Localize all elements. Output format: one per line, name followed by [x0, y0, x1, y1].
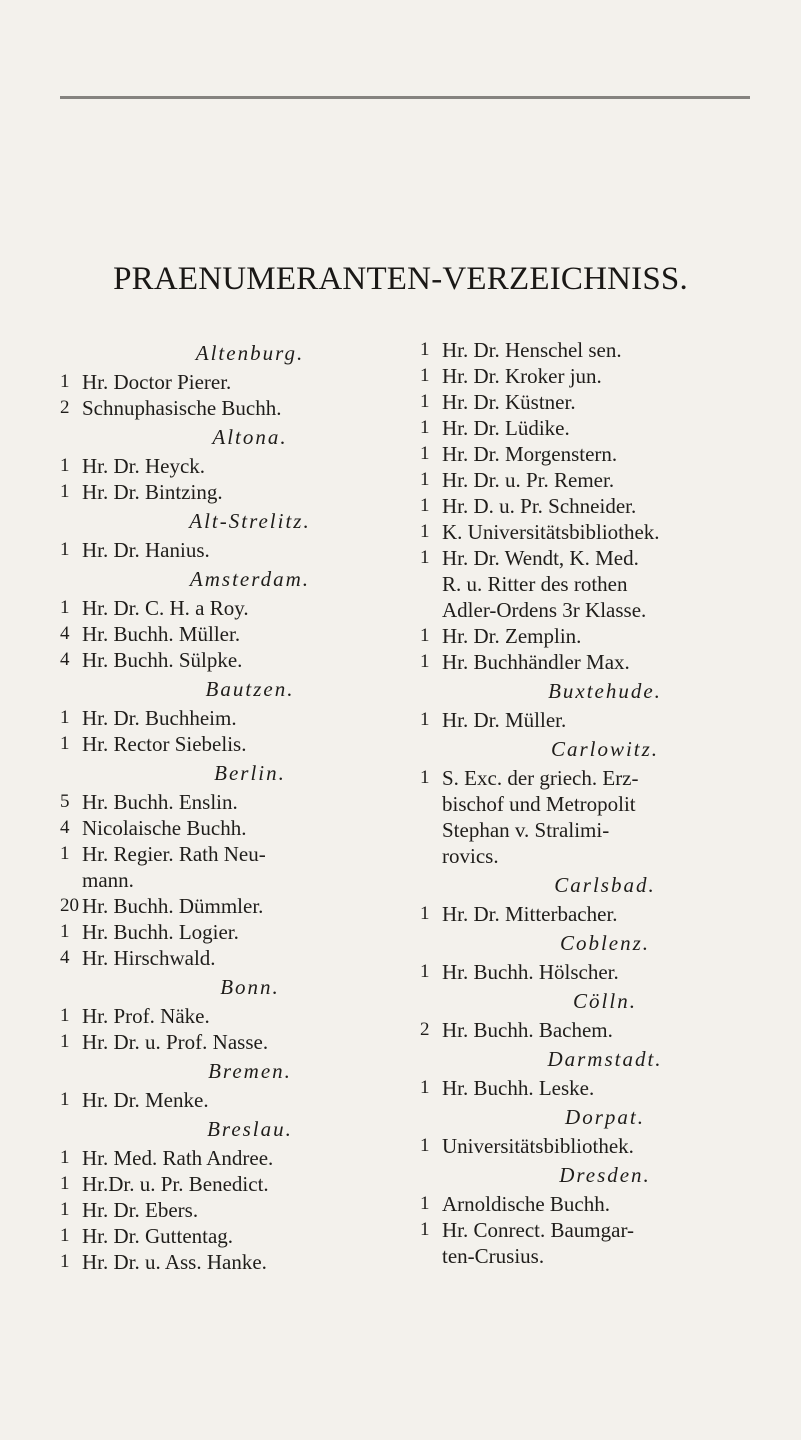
left-column	[60, 337, 420, 1275]
subscriber-name: Hr. Dr. Müller.	[442, 708, 567, 732]
subscriber-entry	[60, 1223, 420, 1249]
section-heading: Bonn.	[220, 975, 280, 999]
copy-count: 1	[60, 843, 70, 864]
subscriber-entry	[60, 841, 420, 893]
subscriber-name: Hr. Dr. Kroker jun.	[442, 364, 602, 388]
copy-count: 1	[420, 469, 430, 490]
subscriber-name: Schnuphasische Buchh.	[82, 396, 282, 420]
copy-count: 1	[420, 903, 430, 924]
subscriber-name: Hr. Conrect. Baumgar- ten-Crusius.	[442, 1218, 635, 1268]
section-heading: Dresden.	[559, 1163, 651, 1187]
subscriber-name: Hr. Hirschwald.	[82, 946, 216, 970]
right-column	[420, 337, 770, 1269]
subscriber-entry	[60, 1145, 420, 1171]
subscriber-name: Hr. Regier. Rath Neu- mann.	[82, 842, 266, 892]
copy-count: 1	[60, 921, 70, 942]
subscriber-entry	[420, 1191, 770, 1217]
subscriber-name: Hr. Dr. u. Ass. Hanke.	[82, 1250, 267, 1274]
subscriber-name: Hr. Buchhändler Max.	[442, 650, 630, 674]
subscriber-name: S. Exc. der griech. Erz- bischof und Metropolit Stephan v. Stralimi- rovics.	[442, 766, 639, 868]
subscriber-entry	[420, 959, 770, 985]
subscriber-entry	[60, 789, 420, 815]
subscriber-name: Hr. D. u. Pr. Schneider.	[442, 494, 637, 518]
subscriber-name: Hr. Dr. u. Pr. Remer.	[442, 468, 615, 492]
subscriber-entry	[60, 1087, 420, 1113]
copy-count: 1	[420, 961, 430, 982]
copy-count: 1	[420, 709, 430, 730]
subscriber-name: Hr. Dr. Mitterbacher.	[442, 902, 618, 926]
subscriber-entry	[60, 1249, 420, 1275]
subscriber-name: Hr. Dr. u. Prof. Nasse.	[82, 1030, 269, 1054]
subscriber-entry	[420, 389, 770, 415]
subscriber-name: Hr. Dr. Hanius.	[82, 538, 210, 562]
section-heading: Darmstadt.	[547, 1047, 663, 1071]
subscriber-entry	[420, 707, 770, 733]
subscriber-name: Hr. Buchh. Hölscher.	[442, 960, 619, 984]
copy-count: 1	[420, 625, 430, 646]
section-heading: Carlsbad.	[554, 873, 656, 897]
subscriber-name: Hr. Dr. Wendt, K. Med. R. u. Ritter des rothen Adler-Ordens 3r Klasse.	[442, 546, 647, 622]
subscriber-entry	[60, 369, 420, 395]
copy-count: 20	[60, 895, 79, 916]
subscriber-name: Hr. Buchh. Bachem.	[442, 1018, 613, 1042]
copy-count: 1	[420, 651, 430, 672]
subscriber-entry	[60, 945, 420, 971]
section-heading: Altenburg.	[195, 341, 305, 365]
copy-count: 1	[60, 455, 70, 476]
copy-count: 1	[60, 1005, 70, 1026]
subscriber-entry	[60, 395, 420, 421]
copy-count: 1	[420, 767, 430, 788]
section-heading: Carlowitz.	[550, 737, 660, 761]
subscriber-name: Hr. Prof. Näke.	[82, 1004, 210, 1028]
subscriber-name: Hr. Buchh. Leske.	[442, 1076, 595, 1100]
subscriber-entry	[60, 595, 420, 621]
section-heading: Bremen.	[208, 1059, 292, 1083]
subscriber-name: Hr.Dr. u. Pr. Benedict.	[82, 1172, 269, 1196]
subscriber-entry	[420, 649, 770, 675]
subscriber-name: Hr. Buchh. Müller.	[82, 622, 241, 646]
copy-count: 1	[60, 539, 70, 560]
subscriber-name: Hr. Dr. Ebers.	[82, 1198, 199, 1222]
subscriber-entry	[420, 441, 770, 467]
section-heading: Dorpat.	[565, 1105, 645, 1129]
subscriber-name: Hr. Dr. Küstner.	[442, 390, 576, 414]
copy-count: 2	[420, 1019, 430, 1040]
subscriber-name: Hr. Buchh. Dümmler.	[82, 894, 264, 918]
subscriber-name: Hr. Med. Rath Andree.	[82, 1146, 274, 1170]
subscriber-entry	[420, 623, 770, 649]
section-heading: Coblenz.	[559, 931, 651, 955]
copy-count: 1	[60, 1147, 70, 1168]
subscriber-name: Hr. Buchh. Enslin.	[82, 790, 238, 814]
subscriber-name: Arnoldische Buchh.	[442, 1192, 610, 1216]
subscriber-name: Hr. Dr. Zemplin.	[442, 624, 582, 648]
subscriber-entry	[420, 545, 770, 623]
copy-count: 1	[420, 417, 430, 438]
subscriber-name: Nicolaische Buchh.	[82, 816, 247, 840]
subscriber-entry	[420, 415, 770, 441]
page-title: PRAENUMERANTEN-VERZEICHNISS.	[113, 261, 688, 297]
subscriber-name: Hr. Dr. Bintzing.	[82, 480, 223, 504]
subscriber-name: Hr. Rector Siebelis.	[82, 732, 247, 756]
copy-count: 1	[60, 1251, 70, 1272]
copy-count: 1	[60, 597, 70, 618]
subscriber-entry	[420, 1217, 770, 1269]
subscriber-entry	[60, 919, 420, 945]
subscriber-name: Hr. Dr. Buchheim.	[82, 706, 237, 730]
section-heading: Alt-Strelitz.	[189, 509, 311, 533]
subscriber-entry	[60, 621, 420, 647]
subscriber-entry	[420, 519, 770, 545]
copy-count: 1	[420, 521, 430, 542]
section-heading: Cölln.	[573, 989, 637, 1013]
subscriber-name: Hr. Dr. Guttentag.	[82, 1224, 234, 1248]
subscriber-entry	[60, 1171, 420, 1197]
subscriber-entry	[420, 1075, 770, 1101]
copy-count: 1	[420, 365, 430, 386]
copy-count: 1	[60, 707, 70, 728]
subscriber-entry	[60, 537, 420, 563]
copy-count: 1	[420, 391, 430, 412]
copy-count: 1	[60, 371, 70, 392]
copy-count: 1	[60, 481, 70, 502]
subscriber-entry	[60, 893, 420, 919]
subscriber-entry	[60, 815, 420, 841]
copy-count: 1	[420, 1219, 430, 1240]
section-heading: Buxtehude.	[548, 679, 662, 703]
copy-count: 1	[60, 1225, 70, 1246]
subscriber-name: Hr. Buchh. Sülpke.	[82, 648, 243, 672]
subscriber-entry	[60, 479, 420, 505]
subscriber-entry	[420, 765, 770, 869]
section-heading: Altona.	[212, 425, 288, 449]
copy-count: 1	[60, 1089, 70, 1110]
subscriber-entry	[420, 363, 770, 389]
subscriber-entry	[60, 647, 420, 673]
subscriber-name: Hr. Dr. Lüdike.	[442, 416, 570, 440]
section-heading: Berlin.	[214, 761, 286, 785]
copy-count: 4	[60, 649, 70, 670]
subscriber-entry	[420, 493, 770, 519]
subscriber-entry	[60, 731, 420, 757]
copy-count: 2	[60, 397, 70, 418]
subscriber-entry	[420, 1017, 770, 1043]
subscriber-name: Universitätsbibliothek.	[442, 1134, 634, 1158]
copy-count: 1	[60, 1173, 70, 1194]
subscriber-entry	[60, 1197, 420, 1223]
copy-count: 1	[60, 1199, 70, 1220]
copy-count: 1	[420, 1077, 430, 1098]
section-heading: Breslau.	[207, 1117, 293, 1141]
copy-count: 1	[60, 1031, 70, 1052]
subscriber-name: Hr. Doctor Pierer.	[82, 370, 232, 394]
subscriber-name: Hr. Dr. C. H. a Roy.	[82, 596, 249, 620]
subscriber-name: Hr. Dr. Morgenstern.	[442, 442, 618, 466]
subscriber-name: K. Universitätsbibliothek.	[442, 520, 660, 544]
top-rule	[60, 96, 750, 99]
section-heading: Bautzen.	[205, 677, 295, 701]
subscriber-entry	[60, 1029, 420, 1055]
copy-count: 1	[420, 339, 430, 360]
copy-count: 1	[420, 1135, 430, 1156]
subscriber-entry	[60, 1003, 420, 1029]
subscriber-entry	[420, 1133, 770, 1159]
copy-count: 1	[60, 733, 70, 754]
subscriber-name: Hr. Dr. Menke.	[82, 1088, 209, 1112]
subscriber-entry	[420, 467, 770, 493]
subscriber-entry	[60, 705, 420, 731]
subscriber-name: Hr. Dr. Heyck.	[82, 454, 206, 478]
subscriber-entry	[420, 901, 770, 927]
copy-count: 5	[60, 791, 70, 812]
subscriber-entry	[60, 453, 420, 479]
copy-count: 1	[420, 443, 430, 464]
copy-count: 4	[60, 623, 70, 644]
copy-count: 1	[420, 495, 430, 516]
subscriber-entry	[420, 337, 770, 363]
subscriber-name: Hr. Dr. Henschel sen.	[442, 338, 622, 362]
section-heading: Amsterdam.	[189, 567, 311, 591]
copy-count: 4	[60, 817, 70, 838]
subscriber-name: Hr. Buchh. Logier.	[82, 920, 239, 944]
copy-count: 1	[420, 547, 430, 568]
copy-count: 4	[60, 947, 70, 968]
copy-count: 1	[420, 1193, 430, 1214]
